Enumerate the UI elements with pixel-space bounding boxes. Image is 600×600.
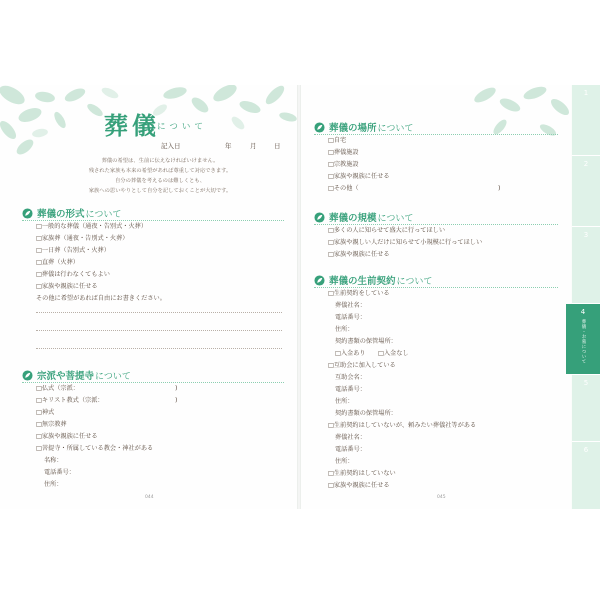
field-label: 契約書類の保管場所：: [335, 338, 397, 345]
entry-date-year: 年: [225, 142, 232, 150]
checkbox-option[interactable]: □直葬（火葬）: [36, 259, 79, 266]
section-divider: [314, 287, 558, 288]
checkbox-option[interactable]: □葬儀施設: [328, 149, 359, 156]
checkbox-option[interactable]: □家族葬（通夜・告別式・火葬）: [36, 235, 129, 242]
paren-close: ): [498, 185, 501, 192]
intro-line: 家族への思いやりとして自分を記しておくことが大切です。: [88, 188, 232, 194]
writing-line[interactable]: [36, 330, 282, 331]
foliage-right-decoration: [470, 85, 572, 155]
free-note-label: その他に希望があれば自由にお書きください。: [36, 295, 166, 302]
intro-line: 残された家族も本来の希望があれば尊重して対応できます。: [88, 168, 232, 174]
section-divider: [314, 224, 558, 225]
checkbox-option[interactable]: □仏式（宗派：: [36, 385, 79, 392]
field-label: 住所：: [335, 398, 354, 405]
chapter-tab-5[interactable]: 5: [572, 375, 600, 442]
field-label: 電話番号：: [335, 314, 366, 321]
field-label: 葬儀社名：: [335, 434, 366, 441]
leaf-icon: [314, 122, 325, 133]
section-prearrangement-heading: 葬儀の生前契約 について: [314, 273, 432, 287]
checkbox-option[interactable]: □宗教施設: [328, 161, 359, 168]
field-label: 住所：: [335, 326, 354, 333]
chapter-tab-2[interactable]: 2: [572, 156, 600, 227]
entry-date-month: 月: [250, 142, 257, 150]
checkbox-option[interactable]: □家族や親族に任せる: [36, 283, 98, 290]
chapter-tab-6[interactable]: 6: [572, 442, 600, 510]
writing-line[interactable]: [36, 348, 282, 349]
checkbox-option[interactable]: □入金あり □入金なし: [335, 350, 409, 357]
checkbox-option[interactable]: □無宗教葬: [36, 421, 67, 428]
chapter-tab-1[interactable]: 1: [572, 85, 600, 156]
field-label: 名称：: [44, 457, 63, 464]
checkbox-option[interactable]: □キリスト教式（宗派：: [36, 397, 104, 404]
checkbox-option[interactable]: □菩提寺・所属している教会・神社がある: [36, 445, 154, 452]
field-label: 葬儀社名：: [335, 302, 366, 309]
entry-date-day: 日: [274, 142, 281, 150]
chapter-tabs: [572, 85, 600, 509]
field-label: 互助会名：: [335, 374, 366, 381]
chapter-tab-3[interactable]: 3: [572, 227, 600, 304]
field-label: 契約書類の保管場所：: [335, 410, 397, 417]
checkbox-option[interactable]: □一般的な葬儀（通夜・告別式・火葬）: [36, 223, 148, 230]
intro-line: 葬儀の希望は、生前に伝えなければいけません。: [101, 158, 219, 164]
field-label: 住所：: [335, 458, 354, 465]
entry-date-label: 記入日: [161, 142, 181, 150]
page-number: 045: [437, 495, 446, 500]
section-divider: [22, 382, 284, 383]
checkbox-option[interactable]: □家族や親しい人だけに知らせて小規模に行ってほしい: [328, 239, 483, 246]
page-number: 044: [145, 495, 154, 500]
intro-text: [60, 156, 260, 196]
section-divider: [22, 220, 284, 221]
checkbox-option[interactable]: □自宅: [328, 137, 347, 144]
checkbox-option[interactable]: □一日葬（告別式・火葬）: [36, 247, 110, 254]
leaf-icon: [314, 212, 325, 223]
leaf-icon: [22, 208, 33, 219]
checkbox-option[interactable]: □多くの人に知らせて盛大に行ってほしい: [328, 227, 446, 234]
field-label: 電話番号：: [44, 469, 75, 476]
field-label: 住所：: [44, 481, 63, 488]
intro-line: 自分の葬儀を考えるのは難しくとも、: [114, 178, 206, 184]
checkbox-option[interactable]: □葬儀は行わなくてもよい: [36, 271, 110, 278]
checkbox-option[interactable]: □その他（: [328, 185, 359, 192]
section-funeral-style-heading: 葬儀の形式 について: [22, 206, 121, 220]
section-religion-heading: 宗派や菩提寺 について: [22, 368, 131, 382]
checkbox-option[interactable]: □家族や親族に任せる: [328, 482, 390, 489]
section-funeral-scale-heading: 葬儀の規模 について: [314, 210, 413, 224]
paren-close: ): [175, 385, 178, 392]
checkbox-option[interactable]: □家族や親族に任せる: [328, 173, 390, 180]
checkbox-option[interactable]: □生前契約はしていないが、頼みたい葬儀社等がある: [328, 422, 477, 429]
section-funeral-place-heading: 葬儀の場所 について: [314, 120, 413, 134]
checkbox-option[interactable]: □生前契約はしていない: [328, 470, 396, 477]
checkbox-option[interactable]: □生前契約をしている: [328, 290, 390, 297]
chapter-tab-4-active[interactable]: 4 葬儀・お墓について: [566, 304, 600, 375]
checkbox-option[interactable]: □家族や親族に任せる: [328, 251, 390, 258]
leaf-icon: [314, 275, 325, 286]
checkbox-option[interactable]: □互助会に加入している: [328, 362, 396, 369]
section-divider: [314, 134, 558, 135]
page-title: 葬儀: [104, 111, 160, 140]
writing-line[interactable]: [36, 312, 282, 313]
checkbox-option[interactable]: □家族や親族に任せる: [36, 433, 98, 440]
page-title-sub: について: [157, 122, 207, 132]
paren-close: ): [175, 397, 178, 404]
field-label: 電話番号：: [335, 386, 366, 393]
checkbox-option[interactable]: □神式: [36, 409, 55, 416]
leaf-icon: [22, 370, 33, 381]
field-label: 電話番号：: [335, 446, 366, 453]
